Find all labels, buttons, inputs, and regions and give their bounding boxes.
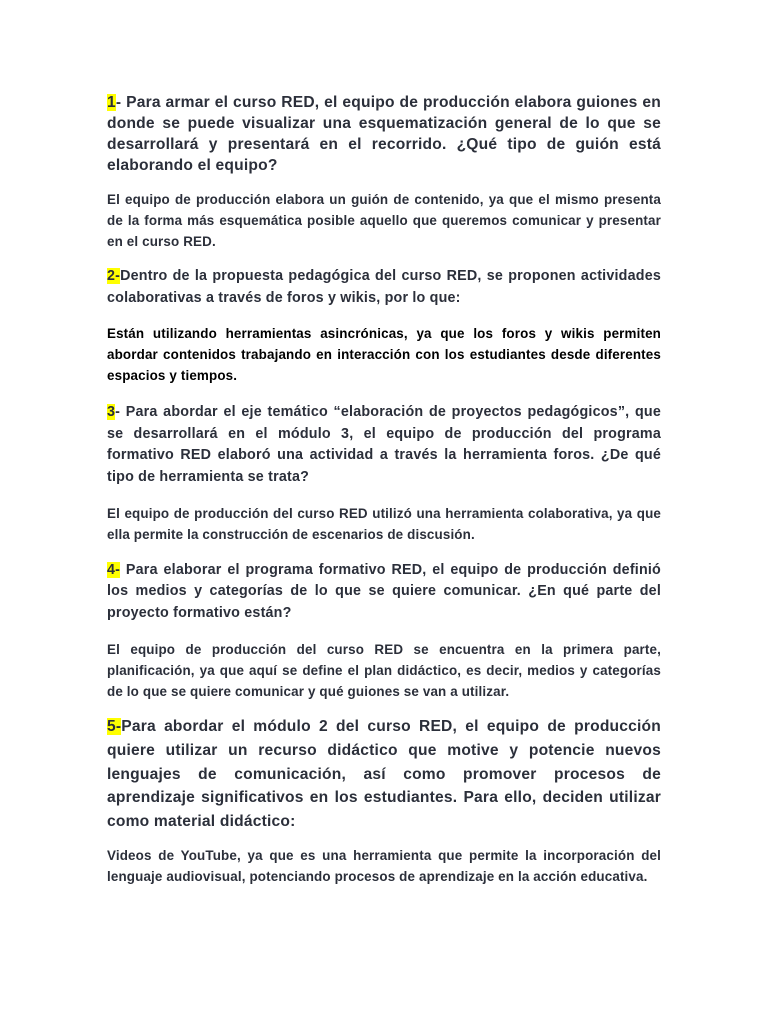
question-text-5: Para abordar el módulo 2 del curso RED, el equipo de producción quiere utilizar un recurso didáctico que motive y potencie nuevos lenguajes de comunicación, así como promover procesos de aprendizaje significativos en los estudiantes. Para ello, deciden utilizar como material didáctico: <box>107 718 661 830</box>
question-3 <box>107 402 661 489</box>
question-text-3: - Para abordar el eje temático “elaboración de proyectos pedagógicos”, que se desarrollará en el módulo 3, el equipo de producción del programa formativo RED elaboró una actividad a través la herramienta foros. ¿De qué tipo de herramienta se trata? <box>107 403 661 486</box>
question-4 <box>107 560 661 625</box>
question-number-3: 3 <box>107 403 116 420</box>
question-text-1: - Para armar el curso RED, el equipo de producción elabora guiones en donde se puede visualizar una esquematización general de lo que se desarrollará y presentará en el recorrido. ¿Qué tipo de guión está elaborando el equipo? <box>107 94 661 174</box>
question-text-2: Dentro de la propuesta pedagógica del curso RED, se proponen actividades colaborativas a través de foros y wikis, por lo que: <box>107 268 661 306</box>
answer-5: Videos de YouTube, ya que es una herramienta que permite la incorporación del lenguaje audiovisual, potenciando procesos de aprendizaje en la acción educativa. <box>107 848 661 885</box>
question-number-5: 5- <box>107 718 122 736</box>
question-text-4: Para elaborar el programa formativo RED, el equipo de producción definió los medios y categorías de lo que se quiere comunicar. ¿En qué parte del proyecto formativo están? <box>107 561 661 622</box>
answer-3: El equipo de producción del curso RED utilizó una herramienta colaborativa, ya que ella permite la construcción de escenarios de discusión. <box>107 505 661 542</box>
question-5 <box>107 715 661 833</box>
question-number-1: 1 <box>107 94 116 111</box>
question-1 <box>107 92 661 176</box>
answer-1: El equipo de producción elabora un guión de contenido, ya que el mismo presenta de la forma más esquemática posible aquello que queremos comunicar y presentar en el curso RED. <box>107 192 661 249</box>
answer-4: El equipo de producción del curso RED se encuentra en la primera parte, planificación, ya que aquí se define el plan didáctico, es decir, medios y categorías de lo que se quiere comunicar y qué guiones se van a utilizar. <box>107 641 661 699</box>
question-2 <box>107 266 661 309</box>
question-number-4: 4- <box>107 561 121 578</box>
question-number-2: 2- <box>107 268 121 285</box>
answer-2: Están utilizando herramientas asincrónicas, ya que los foros y wikis permiten abordar contenidos trabajando en interacción con los estudiantes desde diferentes espacios y tiempos. <box>107 326 661 383</box>
document-page <box>107 92 661 888</box>
